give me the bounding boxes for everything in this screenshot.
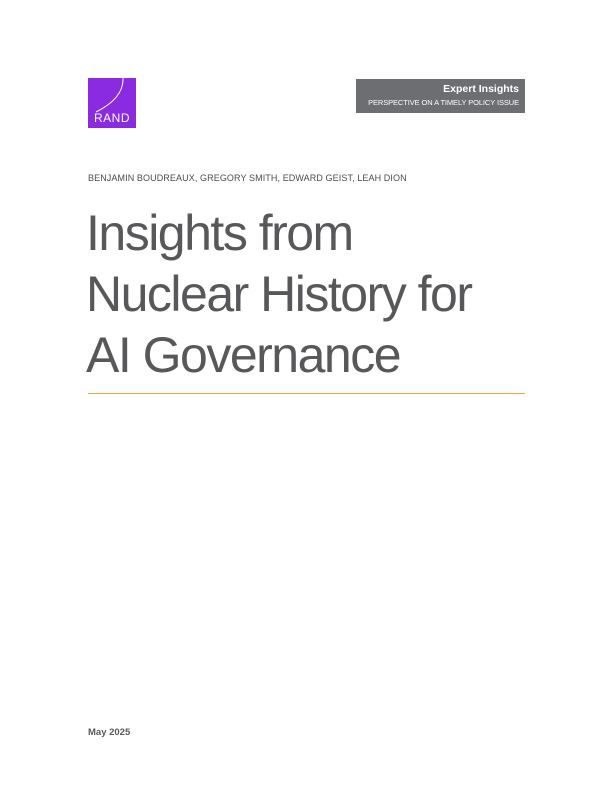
title-line: AI Governance — [86, 327, 401, 383]
title-line: Nuclear History for — [86, 266, 472, 322]
badge-title: Expert Insights — [443, 83, 519, 95]
publication-date: May 2025 — [88, 727, 131, 738]
title-line: Insights from — [86, 205, 353, 261]
author-list: BENJAMIN BOUDREAUX, GREGORY SMITH, EDWARD GEIST, LEAH DION — [88, 173, 407, 183]
rand-logo — [88, 78, 136, 128]
document-title — [86, 203, 526, 386]
rand-logo-text: RAND — [93, 111, 130, 125]
expert-insights-badge — [356, 79, 525, 113]
title-divider — [88, 393, 525, 394]
badge-subtitle: PERSPECTIVE ON A TIMELY POLICY ISSUE — [368, 98, 519, 107]
